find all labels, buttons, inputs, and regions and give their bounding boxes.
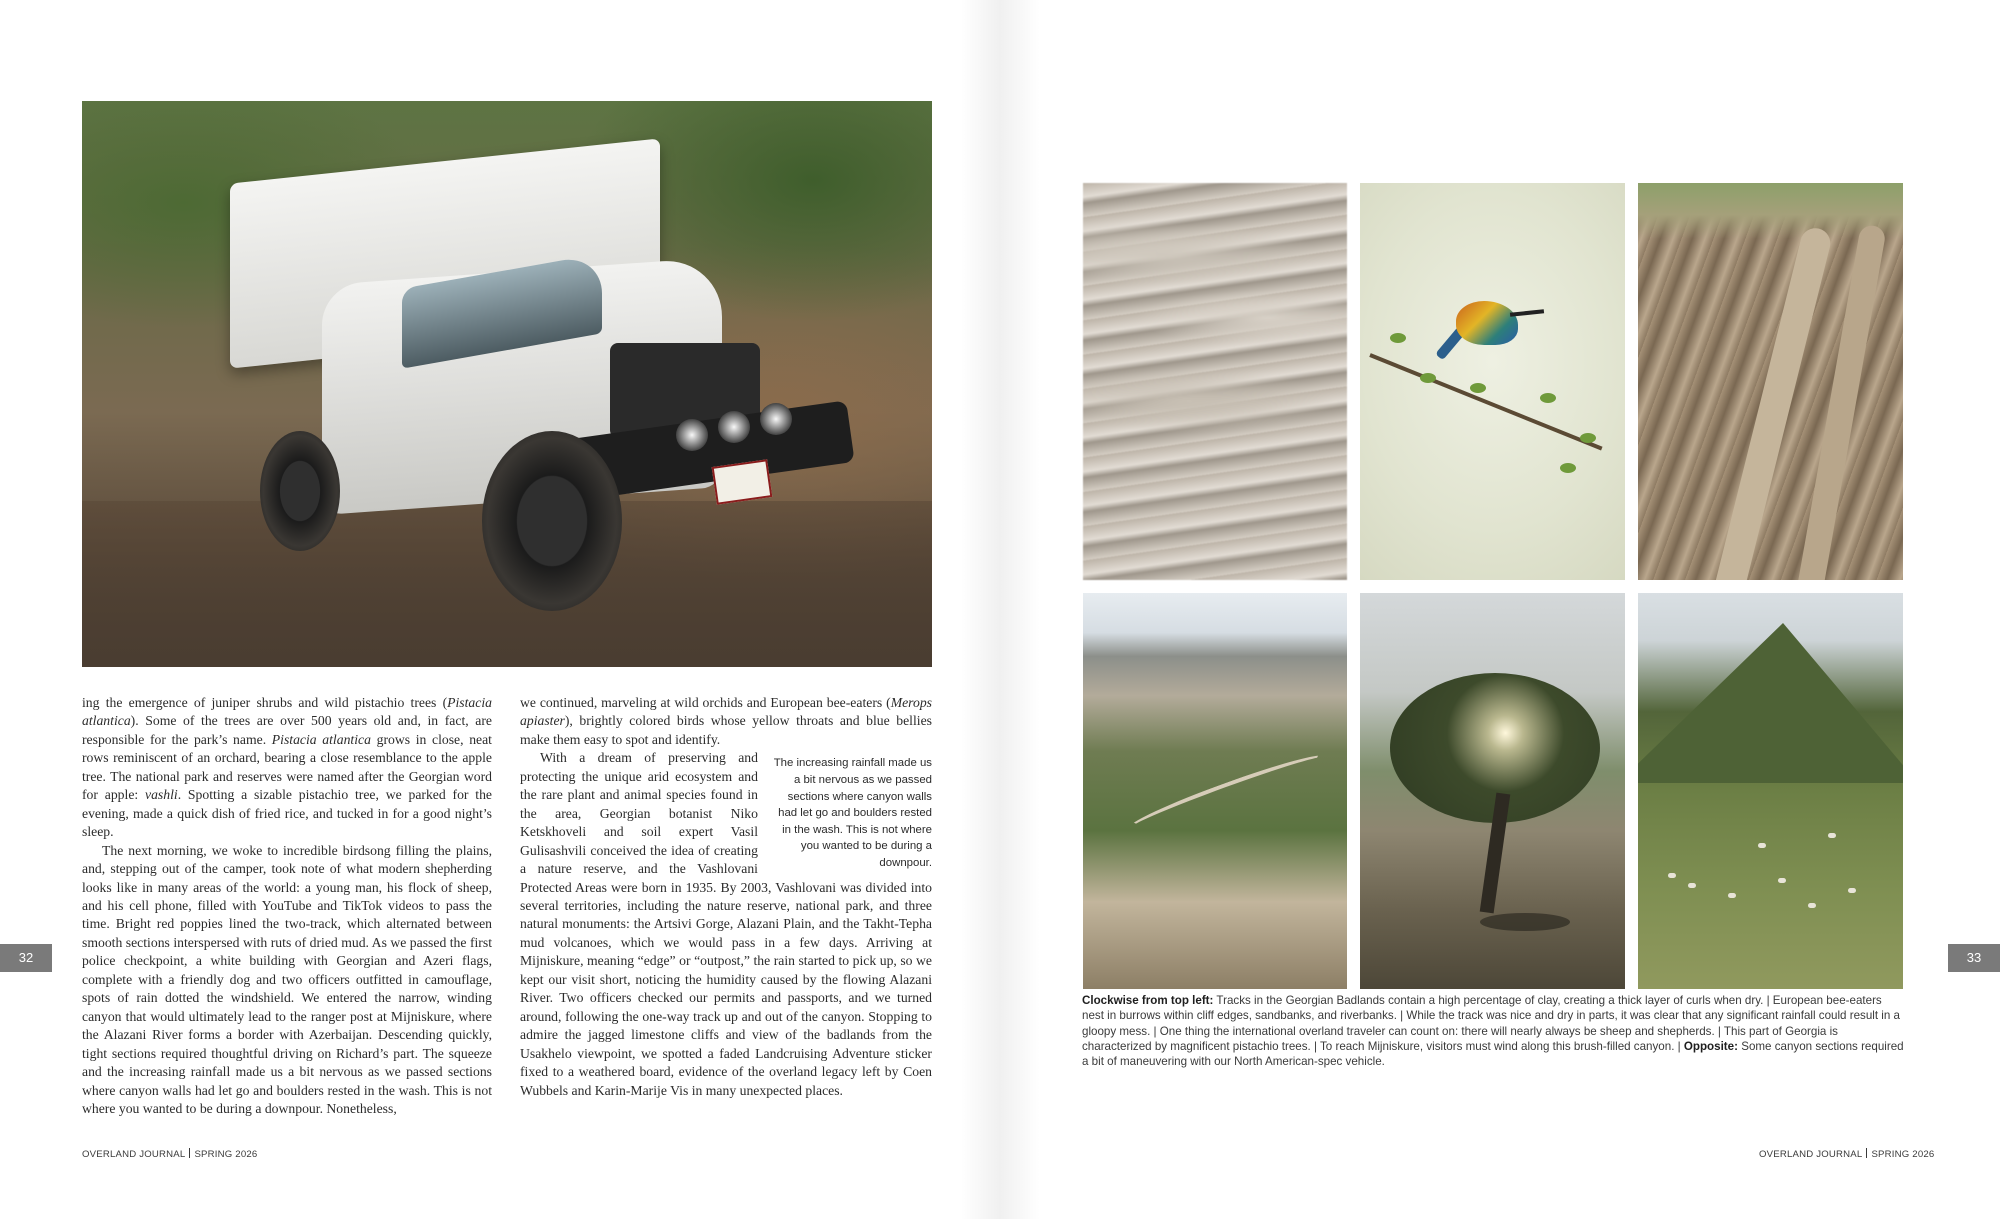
footer-issue: SPRING 2026	[194, 1149, 258, 1160]
pull-quote: The increasing rainfall made us a bit nervous as we passed sections where canyon walls had let go and boulders rested in the wash. This is not where you wanted to be during a downpour.	[773, 757, 932, 869]
sheep	[1668, 873, 1676, 878]
leaf	[1470, 383, 1486, 393]
latin-name: Pistacia atlantica	[82, 695, 492, 729]
sheep	[1808, 903, 1816, 908]
photo-cracked-clay	[1083, 183, 1347, 580]
footer-publication: OVERLAND JOURNAL	[82, 1149, 186, 1160]
caption-text: Tracks in the Georgian Badlands contain a high percentage of clay, creating a thick layer of curls when dry. | European bee-eaters nest in burrows within cliff edges, sandbanks, and riverbanks. | While the track was nice and dry in parts, it was clear that any significant rainfall could result in a gloopy mess. | One thing the international overland traveler can count on: there will nearly always be sheep and shepherds. | This part of Georgia is characterized by magnificent pistachio trees. | To reach Mijniskure, visitors must wind along this brush-filled canyon. |	[1082, 994, 1900, 1053]
leaf	[1580, 433, 1596, 443]
front-wheel	[482, 431, 622, 611]
page-number-right: 33	[1948, 944, 2000, 972]
text-run: . Spotting a sizable pistachio tree, we parked for the evening, made a quick dish of fried rice, and tucked in for a good night’s sleep.	[82, 787, 492, 840]
photo-sheep-hillside	[1638, 593, 1903, 989]
text-run: grows in close, neat rows reminiscent of an orchard, bearing a close resemblance to the apple tree. The national park and reserves were named after the Georgian word for apple:	[82, 731, 492, 803]
photo-bee-eater	[1360, 183, 1625, 580]
sheep	[1828, 833, 1836, 838]
spine-shadow	[960, 0, 1040, 1219]
sheep	[1688, 883, 1696, 888]
sheep	[1728, 893, 1736, 898]
bird	[1456, 301, 1518, 345]
footer-left	[82, 1148, 257, 1160]
sheep	[1848, 888, 1856, 893]
text-run: With a dream of preserving and protecting the unique arid ecosystem and the rare plant and animal species found in the area, Georgian botanist Niko Ketskhoveli and soil expert Vasil Gulisashvili conceived the idea of creating a nature reserve, and the Vashlovani Protected Areas were born in 1935. By 2003, Vashlovani was divided into several territories, including the nature reserve, national park, and three natural monuments: the Artsivi Gorge, Alazani Plain, and the Takht-Tepha mud volcanoes, which we would pass in a few days. Arriving at Mijniskure, meaning “edge” or “outpost,” the rain started to pick up, so we kept our visit short, noticing the humidity caused by the flowing Alazani River. Two officers checked our permits and passports, and we turned around, following the one-way track up and out of the canyon. Stopping to admire the jagged limestone cliffs and view of the badlands from the Usakhelo viewpoint, we spotted a faded Landcruising Adventure sticker fixed to a weathered board, evidence of the overland legacy left by Coen Wubbels and Karin-Marije Vis in many unexpected places.	[520, 750, 932, 1098]
footer-right	[1759, 1148, 1934, 1160]
caption-opposite-text: Some canyon sections required a bit of maneuvering with our North American-spec vehicle.	[1082, 1039, 1904, 1069]
sheep	[1758, 843, 1766, 848]
leaf	[1390, 333, 1406, 343]
text-run: we continued, marveling at wild orchids and European bee-eaters (	[520, 695, 891, 710]
footer-issue: SPRING 2026	[1871, 1149, 1935, 1160]
caption-opposite-label: Opposite:	[1683, 1039, 1738, 1053]
latin-name: Pistacia atlantica	[271, 731, 371, 747]
rear-wheel	[260, 431, 340, 551]
leaf	[1420, 373, 1436, 383]
footer-divider	[189, 1148, 190, 1158]
article-column-1	[82, 694, 492, 1118]
georgian-word: vashli	[145, 787, 178, 803]
paragraph	[520, 694, 932, 749]
photo-caption	[1082, 993, 1904, 1069]
latin-name: Merops apiaster	[520, 695, 932, 729]
photo-pistachio-tree	[1360, 593, 1625, 989]
leaf	[1560, 463, 1576, 473]
page-number-left: 32	[0, 944, 52, 972]
sheep	[1778, 878, 1786, 883]
article-column-2	[520, 694, 932, 1100]
branch	[1369, 353, 1602, 450]
tree-shadow	[1480, 913, 1570, 931]
license-plate	[712, 459, 773, 504]
light-pod	[718, 411, 750, 443]
winding-road	[1126, 748, 1328, 836]
paragraph: The next morning, we woke to incredible birdsong filling the plains, and, stepping out of the camper, took note of what modern shepherding looks like in many areas of the world: a young man, his flock of sheep, and his cell phone, filled with YouTube and TikTok videos to pass the time. Bright red poppies lined the two-track, which alternated between smooth sections interspersed with ruts of dried mud. As we passed the first police checkpoint, a white building with Georgian and Azeri flags, complete with a friendly dog and two officers outfitted in camouflage, spots of rain dotted the windshield. We entered the narrow, winding canyon that would ultimately lead to the ranger post at Mijniskure, where the Alazani River forms a border with Azerbaijan. Descending quickly, tight sections required thoughtful driving on Richard’s part. The squeeze and the increasing rainfall made us a bit nervous as we passed sections where canyon walls had let go and boulders rested in the wash. This is not where you wanted to be during a downpour. Nonetheless,	[82, 842, 492, 1116]
photo-canyon-road	[1083, 593, 1347, 989]
caption-lead: Clockwise from top left:	[1082, 994, 1214, 1007]
paragraph	[520, 749, 932, 1100]
photo-muddy-track	[1638, 183, 1903, 580]
light-pod	[676, 419, 708, 451]
text-run: ing the emergence of juniper shrubs and wild pistachio trees (	[82, 695, 448, 710]
light-pod	[760, 403, 792, 435]
text-run: ), brightly colored birds whose yellow throats and blue bellies make them easy to spot and identify.	[520, 713, 932, 747]
footer-divider	[1866, 1148, 1867, 1158]
hill	[1638, 623, 1903, 783]
hero-photo-truck	[82, 101, 932, 667]
bird-beak	[1510, 309, 1544, 317]
leaf	[1540, 393, 1556, 403]
footer-publication: OVERLAND JOURNAL	[1759, 1149, 1863, 1160]
paragraph	[82, 694, 492, 842]
text-run: ). Some of the trees are over 500 years old and, in fact, are responsible for the park’s name.	[82, 713, 492, 747]
